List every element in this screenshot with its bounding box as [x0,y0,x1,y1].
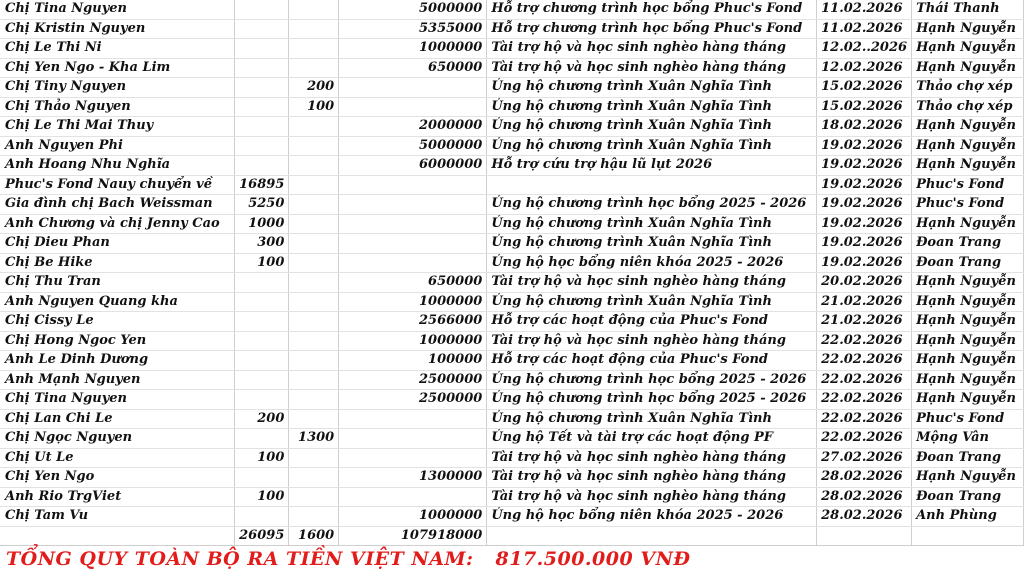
table-row [0,39,1024,59]
amount-col-2-cell[interactable] [235,156,289,176]
amount-vnd-cell[interactable] [339,78,487,98]
amount-col-2-cell[interactable] [235,0,289,19]
table-row [0,117,1024,137]
date-cell[interactable]: 12.02..2026 [817,39,912,59]
amount-vnd-cell[interactable]: 2566000 [339,312,487,332]
table-row [0,58,1024,78]
amount-col-2-cell[interactable]: 200 [235,409,289,429]
amount-col-2-cell[interactable] [235,390,289,410]
totals-row [0,526,1024,546]
contact-cell[interactable]: Hạnh Nguyễn [912,370,1024,390]
contact-cell[interactable]: Hạnh Nguyễn [912,273,1024,293]
donor-name-cell[interactable]: Chị Hong Ngoc Yen [0,331,235,351]
table-row [0,195,1024,215]
contact-cell[interactable]: Hạnh Nguyễn [912,39,1024,59]
amount-col-2-cell[interactable] [235,507,289,527]
date-cell[interactable]: 15.02.2026 [817,97,912,117]
donor-name-cell[interactable]: Chị Ngọc Nguyen [0,429,235,449]
amount-col-2-cell[interactable] [235,331,289,351]
amount-col-3-cell[interactable] [289,409,339,429]
amount-vnd-cell[interactable] [339,214,487,234]
purpose-cell[interactable]: Ủng hộ chương trình Xuân Nghĩa Tình [487,234,817,254]
amount-col-2-cell[interactable] [235,19,289,39]
total-cell[interactable]: 26095 [235,526,289,546]
table-row [0,214,1024,234]
date-cell[interactable]: 19.02.2026 [817,253,912,273]
table-row [0,409,1024,429]
purpose-cell[interactable]: Hỗ trợ các hoạt động của Phuc's Fond [487,351,817,371]
table-row [0,136,1024,156]
date-cell[interactable]: 22.02.2026 [817,370,912,390]
amount-col-2-cell[interactable]: 1000 [235,214,289,234]
date-cell[interactable]: 20.02.2026 [817,273,912,293]
purpose-cell[interactable]: Hỗ trợ chương trình học bổng Phuc's Fond [487,0,817,19]
amount-col-2-cell[interactable] [235,78,289,98]
date-cell[interactable]: 19.02.2026 [817,156,912,176]
grand-total-amount: 817.500.000 VNĐ [495,548,691,570]
contact-cell[interactable]: Hạnh Nguyễn [912,390,1024,410]
table-row [0,468,1024,488]
amount-vnd-cell[interactable] [339,175,487,195]
donor-name-cell[interactable]: Anh Chương và chị Jenny Cao [0,214,235,234]
contact-cell[interactable]: Anh Phùng [912,507,1024,527]
purpose-cell[interactable]: Ủng hộ Tết và tài trợ các hoạt động PF [487,429,817,449]
amount-col-3-cell[interactable] [289,195,339,215]
purpose-cell[interactable]: Tài trợ hộ và học sinh nghèo hàng tháng [487,331,817,351]
amount-col-3-cell[interactable] [289,39,339,59]
amount-vnd-cell[interactable]: 1300000 [339,468,487,488]
amount-vnd-cell[interactable] [339,97,487,117]
date-cell[interactable]: 22.02.2026 [817,331,912,351]
donor-name-cell[interactable]: Anh Mạnh Nguyen [0,370,235,390]
donor-name-cell[interactable]: Chị Dieu Phan [0,234,235,254]
date-cell[interactable]: 19.02.2026 [817,214,912,234]
amount-vnd-cell[interactable]: 1000000 [339,292,487,312]
donor-name-cell[interactable]: Gia đình chị Bach Weissman [0,195,235,215]
amount-col-3-cell[interactable] [289,58,339,78]
empty-cell[interactable] [817,526,912,546]
date-cell[interactable]: 15.02.2026 [817,78,912,98]
donor-name-cell[interactable]: Chị Tina Nguyen [0,0,235,19]
amount-vnd-cell[interactable] [339,409,487,429]
amount-col-3-cell[interactable]: 1300 [289,429,339,449]
table-row [0,78,1024,98]
contact-cell[interactable]: Mộng Vân [912,429,1024,449]
table-row [0,390,1024,410]
contact-cell[interactable]: Đoan Trang [912,234,1024,254]
amount-col-3-cell[interactable]: 100 [289,97,339,117]
total-cell[interactable]: 1600 [289,526,339,546]
empty-cell[interactable] [0,526,235,546]
table-row [0,429,1024,449]
purpose-cell[interactable]: Tài trợ hộ và học sinh nghèo hàng tháng [487,487,817,507]
amount-col-3-cell[interactable]: 200 [289,78,339,98]
purpose-cell[interactable]: Hỗ trợ chương trình học bổng Phuc's Fond [487,19,817,39]
contact-cell[interactable]: Hạnh Nguyễn [912,58,1024,78]
purpose-cell[interactable]: Ủng hộ chương trình học bổng 2025 - 2026 [487,390,817,410]
amount-vnd-cell[interactable] [339,429,487,449]
amount-col-2-cell[interactable] [235,312,289,332]
table-row [0,487,1024,507]
amount-vnd-cell[interactable] [339,234,487,254]
donor-name-cell[interactable]: Chị Tam Vu [0,507,235,527]
purpose-cell[interactable]: Tài trợ hộ và học sinh nghèo hàng tháng [487,448,817,468]
amount-col-3-cell[interactable] [289,273,339,293]
amount-col-3-cell[interactable] [289,19,339,39]
amount-col-2-cell[interactable] [235,136,289,156]
donor-name-cell[interactable]: Chị Yen Ngo [0,468,235,488]
date-cell[interactable]: 11.02.2026 [817,0,912,19]
date-cell[interactable]: 22.02.2026 [817,351,912,371]
amount-col-2-cell[interactable]: 100 [235,448,289,468]
amount-vnd-cell[interactable]: 1000000 [339,39,487,59]
donor-name-cell[interactable]: Chị Cissy Le [0,312,235,332]
contact-cell[interactable]: Đoan Trang [912,253,1024,273]
purpose-cell[interactable]: Ủng hộ chương trình Xuân Nghĩa Tình [487,97,817,117]
date-cell[interactable]: 21.02.2026 [817,292,912,312]
grand-total-label: TỔNG QUY TOÀN BỘ RA TIỀN VIỆT NAM: [6,548,474,570]
amount-col-3-cell[interactable] [289,331,339,351]
purpose-cell[interactable]: Ủng hộ học bổng niên khóa 2025 - 2026 [487,253,817,273]
grand-total [6,548,691,570]
contact-cell[interactable]: Hạnh Nguyễn [912,136,1024,156]
amount-col-3-cell[interactable] [289,214,339,234]
amount-vnd-cell[interactable]: 650000 [339,273,487,293]
amount-vnd-cell[interactable]: 650000 [339,58,487,78]
donor-name-cell[interactable]: Chị Lan Chi Le [0,409,235,429]
table-row [0,351,1024,371]
contact-cell[interactable]: Đoan Trang [912,448,1024,468]
donor-name-cell[interactable]: Anh Nguyen Phi [0,136,235,156]
amount-col-2-cell[interactable] [235,429,289,449]
amount-col-2-cell[interactable] [235,273,289,293]
total-cell[interactable]: 107918000 [339,526,487,546]
contact-cell[interactable]: Hạnh Nguyễn [912,156,1024,176]
amount-col-3-cell[interactable] [289,175,339,195]
donor-name-cell[interactable]: Anh Hoang Nhu Nghĩa [0,156,235,176]
table-row [0,312,1024,332]
purpose-cell[interactable]: Ủng hộ chương trình học bổng 2025 - 2026 [487,195,817,215]
donor-name-cell[interactable]: Chị Tina Nguyen [0,390,235,410]
date-cell[interactable]: 28.02.2026 [817,468,912,488]
contact-cell[interactable]: Hạnh Nguyễn [912,214,1024,234]
table-row [0,507,1024,527]
table-row [0,253,1024,273]
date-cell[interactable]: 28.02.2026 [817,487,912,507]
donor-name-cell[interactable]: Chị Thảo Nguyen [0,97,235,117]
purpose-cell[interactable]: Tài trợ hộ và học sinh nghèo hàng tháng [487,273,817,293]
amount-col-2-cell[interactable] [235,97,289,117]
amount-col-2-cell[interactable] [235,39,289,59]
amount-vnd-cell[interactable]: 1000000 [339,331,487,351]
purpose-cell[interactable]: Ủng hộ chương trình Xuân Nghĩa Tình [487,409,817,429]
purpose-cell[interactable]: Hỗ trợ cứu trợ hậu lũ lụt 2026 [487,156,817,176]
amount-vnd-cell[interactable]: 6000000 [339,156,487,176]
amount-vnd-cell[interactable]: 2500000 [339,370,487,390]
date-cell[interactable]: 19.02.2026 [817,136,912,156]
empty-cell[interactable] [487,526,817,546]
contact-cell[interactable]: Thảo chợ xép [912,78,1024,98]
contact-cell[interactable]: Phuc's Fond [912,195,1024,215]
date-cell[interactable]: 28.02.2026 [817,507,912,527]
purpose-cell[interactable]: Tài trợ hộ và học sinh nghèo hàng tháng [487,468,817,488]
date-cell[interactable]: 12.02.2026 [817,58,912,78]
amount-col-3-cell[interactable] [289,0,339,19]
amount-col-2-cell[interactable]: 300 [235,234,289,254]
donor-name-cell[interactable]: Chị Le Thi Mai Thuy [0,117,235,137]
amount-col-2-cell[interactable] [235,117,289,137]
donor-name-cell[interactable]: Chị Kristin Nguyen [0,19,235,39]
empty-cell[interactable] [912,526,1024,546]
date-cell[interactable]: 27.02.2026 [817,448,912,468]
date-cell[interactable]: 22.02.2026 [817,409,912,429]
amount-col-2-cell[interactable] [235,351,289,371]
amount-col-3-cell[interactable] [289,390,339,410]
amount-col-3-cell[interactable] [289,136,339,156]
contact-cell[interactable]: Hạnh Nguyễn [912,19,1024,39]
donor-name-cell[interactable]: Chị Ut Le [0,448,235,468]
amount-vnd-cell[interactable]: 100000 [339,351,487,371]
amount-col-2-cell[interactable] [235,370,289,390]
table-row [0,331,1024,351]
contact-cell[interactable]: Hạnh Nguyễn [912,312,1024,332]
date-cell[interactable]: 22.02.2026 [817,429,912,449]
table-row [0,156,1024,176]
date-cell[interactable]: 18.02.2026 [817,117,912,137]
amount-vnd-cell[interactable]: 2000000 [339,117,487,137]
purpose-cell[interactable]: Ủng hộ chương trình Xuân Nghĩa Tình [487,292,817,312]
amount-vnd-cell[interactable]: 5355000 [339,19,487,39]
table-row [0,19,1024,39]
amount-vnd-cell[interactable]: 1000000 [339,507,487,527]
amount-col-3-cell[interactable] [289,448,339,468]
amount-col-3-cell[interactable] [289,351,339,371]
date-cell[interactable]: 21.02.2026 [817,312,912,332]
purpose-cell[interactable]: Tài trợ hộ và học sinh nghèo hàng tháng [487,58,817,78]
contact-cell[interactable]: Hạnh Nguyễn [912,331,1024,351]
table-row [0,97,1024,117]
amount-col-2-cell[interactable] [235,292,289,312]
contact-cell[interactable]: Thái Thanh [912,0,1024,19]
amount-vnd-cell[interactable] [339,195,487,215]
amount-col-3-cell[interactable] [289,312,339,332]
table-row [0,234,1024,254]
donor-name-cell[interactable]: Phuc's Fond Nauy chuyển về [0,175,235,195]
donor-name-cell[interactable]: Anh Rio TrgViet [0,487,235,507]
donor-name-cell[interactable]: Chị Yen Ngo - Kha Lim [0,58,235,78]
purpose-cell[interactable]: Hỗ trợ các hoạt động của Phuc's Fond [487,312,817,332]
table-row [0,370,1024,390]
purpose-cell[interactable]: Ủng hộ học bổng niên khóa 2025 - 2026 [487,507,817,527]
donor-name-cell[interactable]: Chị Thu Tran [0,273,235,293]
purpose-cell[interactable]: Tài trợ hộ và học sinh nghèo hàng tháng [487,39,817,59]
amount-col-3-cell[interactable] [289,253,339,273]
amount-col-3-cell[interactable] [289,292,339,312]
table-row [0,0,1024,19]
table-row [0,292,1024,312]
amount-col-3-cell[interactable] [289,507,339,527]
amount-col-3-cell[interactable] [289,234,339,254]
purpose-cell[interactable]: Ủng hộ chương trình Xuân Nghĩa Tình [487,214,817,234]
date-cell[interactable]: 19.02.2026 [817,195,912,215]
date-cell[interactable]: 19.02.2026 [817,175,912,195]
donor-name-cell[interactable]: Chị Le Thi Ni [0,39,235,59]
amount-col-2-cell[interactable] [235,58,289,78]
amount-col-2-cell[interactable]: 5250 [235,195,289,215]
date-cell[interactable]: 11.02.2026 [817,19,912,39]
contact-cell[interactable]: Hạnh Nguyễn [912,117,1024,137]
contact-cell[interactable]: Thảo chợ xép [912,97,1024,117]
donor-name-cell[interactable]: Anh Le Dinh Dương [0,351,235,371]
table-row [0,273,1024,293]
amount-col-3-cell[interactable] [289,468,339,488]
amount-vnd-cell[interactable]: 5000000 [339,136,487,156]
amount-vnd-cell[interactable]: 5000000 [339,0,487,19]
amount-vnd-cell[interactable]: 2500000 [339,390,487,410]
amount-vnd-cell[interactable] [339,448,487,468]
contact-cell[interactable]: Hạnh Nguyễn [912,292,1024,312]
purpose-cell[interactable]: Ủng hộ chương trình Xuân Nghĩa Tình [487,117,817,137]
amount-vnd-cell[interactable] [339,487,487,507]
donor-name-cell[interactable]: Chị Tiny Nguyen [0,78,235,98]
amount-col-2-cell[interactable]: 100 [235,487,289,507]
contact-cell[interactable]: Phuc's Fond [912,175,1024,195]
purpose-cell[interactable]: Ủng hộ chương trình Xuân Nghĩa Tình [487,78,817,98]
purpose-cell[interactable]: Ủng hộ chương trình Xuân Nghĩa Tình [487,136,817,156]
contact-cell[interactable]: Phuc's Fond [912,409,1024,429]
purpose-cell[interactable]: Ủng hộ chương trình học bổng 2025 - 2026 [487,370,817,390]
purpose-cell[interactable] [487,175,817,195]
amount-col-2-cell[interactable]: 16895 [235,175,289,195]
amount-vnd-cell[interactable] [339,253,487,273]
amount-col-3-cell[interactable] [289,117,339,137]
contact-cell[interactable]: Hạnh Nguyễn [912,351,1024,371]
donor-name-cell[interactable]: Chị Be Hike [0,253,235,273]
date-cell[interactable]: 22.02.2026 [817,390,912,410]
amount-col-2-cell[interactable]: 100 [235,253,289,273]
table-row [0,448,1024,468]
table-row [0,175,1024,195]
contact-cell[interactable]: Đoan Trang [912,487,1024,507]
amount-col-2-cell[interactable] [235,468,289,488]
contact-cell[interactable]: Hạnh Nguyễn [912,468,1024,488]
amount-col-3-cell[interactable] [289,156,339,176]
date-cell[interactable]: 19.02.2026 [817,234,912,254]
amount-col-3-cell[interactable] [289,370,339,390]
amount-col-3-cell[interactable] [289,487,339,507]
donor-name-cell[interactable]: Anh Nguyen Quang kha [0,292,235,312]
